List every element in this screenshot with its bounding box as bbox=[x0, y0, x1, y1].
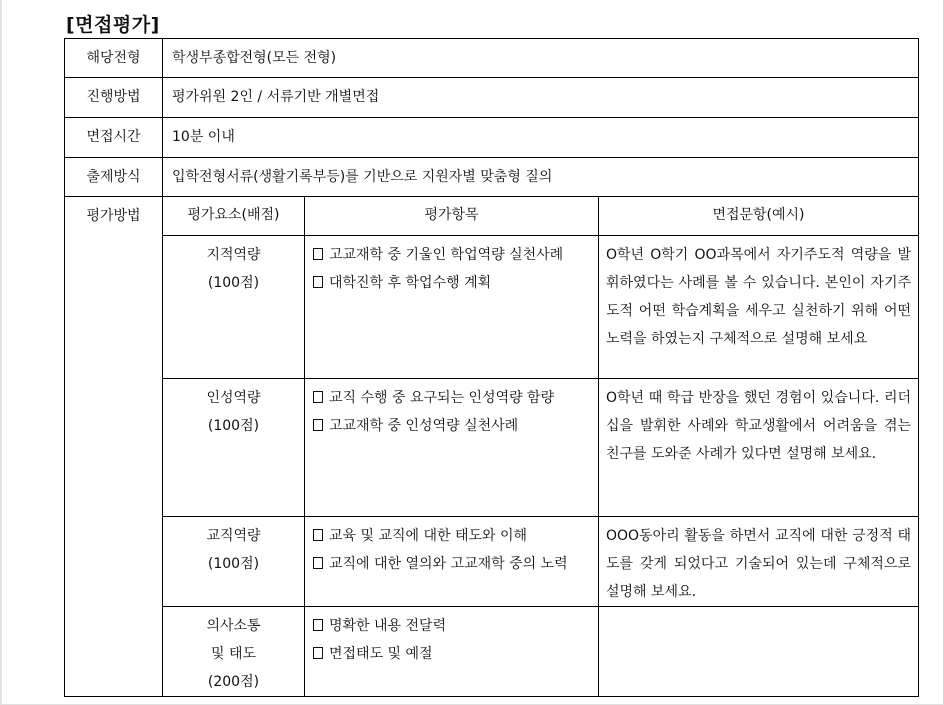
checkbox-icon bbox=[313, 529, 323, 541]
items-teaching bbox=[305, 517, 599, 607]
header-items: 평가항목 bbox=[305, 197, 599, 236]
section-title: [면접평가] bbox=[66, 14, 160, 36]
checkbox-icon bbox=[313, 557, 323, 569]
example-communication bbox=[599, 607, 919, 697]
checkbox-icon bbox=[313, 419, 323, 431]
element-teaching bbox=[163, 517, 305, 607]
list-item: 대학진학 후 학업수행 계획 bbox=[313, 269, 590, 297]
element-points: (100점) bbox=[207, 275, 260, 291]
row-character bbox=[65, 379, 919, 517]
list-item: 교육 및 교직에 대한 태도와 이해 bbox=[313, 522, 590, 550]
row-question-type bbox=[65, 158, 919, 197]
checkbox-icon bbox=[313, 619, 323, 631]
header-element: 평가요소(배점) bbox=[163, 197, 305, 236]
value-interview-time: 10분 이내 bbox=[163, 118, 919, 158]
value-question-type: 입학전형서류(생활기록부등)를 기반으로 지원자별 맞춤형 질의 bbox=[163, 158, 919, 197]
label-procedure: 진행방법 bbox=[65, 78, 163, 118]
row-intellectual bbox=[65, 236, 919, 379]
items-intellectual bbox=[305, 236, 599, 379]
label-admission-type: 해당전형 bbox=[65, 39, 163, 78]
list-item: 교직에 대한 열의와 고교재학 중의 노력 bbox=[313, 550, 590, 578]
label-eval-method: 평가방법 bbox=[65, 197, 163, 697]
items-communication bbox=[305, 607, 599, 697]
example-teaching: OOO동아리 활동을 하면서 교직에 대한 긍정적 태도를 갖게 되었다고 기술되어 있는데 구체적으로 설명해 보세요. bbox=[599, 517, 919, 607]
list-item: 고교재학 중 인성역량 실천사례 bbox=[313, 412, 590, 440]
element-character bbox=[163, 379, 305, 517]
checkbox-icon bbox=[313, 391, 323, 403]
checkbox-icon bbox=[313, 276, 323, 288]
window-edge-left bbox=[0, 0, 2, 705]
items-character bbox=[305, 379, 599, 517]
checkbox-icon bbox=[313, 647, 323, 659]
example-character: O학년 때 학급 반장을 했던 경험이 있습니다. 리더십을 발휘한 사례와 학교생활에서 어려움을 겪는 친구를 도와준 사례가 있다면 설명해 보세요. bbox=[599, 379, 919, 517]
example-intellectual: O학년 O학기 OO과목에서 자기주도적 역량을 발휘하였다는 사례를 볼 수 있습니다. 본인이 자기주도적 어떤 학습계획을 세우고 실천하기 위해 어떤 노력을 하였는지 구체적으로 설명해 보세요 bbox=[599, 236, 919, 379]
label-question-type: 출제방식 bbox=[65, 158, 163, 197]
element-points: (200점) bbox=[207, 674, 260, 690]
label-interview-time: 면접시간 bbox=[65, 118, 163, 158]
interview-evaluation-table bbox=[64, 38, 919, 697]
element-name: 지적역량 bbox=[206, 247, 261, 263]
list-item: 명확한 내용 전달력 bbox=[313, 612, 590, 640]
row-communication bbox=[65, 607, 919, 697]
list-item: 고교재학 중 기울인 학업역량 실천사례 bbox=[313, 241, 590, 269]
header-example: 면접문항(예시) bbox=[599, 197, 919, 236]
value-admission-type: 학생부종합전형(모든 전형) bbox=[163, 39, 919, 78]
value-procedure: 평가위원 2인 / 서류기반 개별면접 bbox=[163, 78, 919, 118]
element-name: 교직역량 bbox=[206, 528, 261, 544]
row-eval-header bbox=[65, 197, 919, 236]
checkbox-icon bbox=[313, 248, 323, 260]
row-procedure bbox=[65, 78, 919, 118]
element-points: (100점) bbox=[207, 556, 260, 572]
list-item: 면접태도 및 예절 bbox=[313, 640, 590, 668]
row-teaching bbox=[65, 517, 919, 607]
element-points: (100점) bbox=[207, 418, 260, 434]
list-item: 교직 수행 중 요구되는 인성역량 함량 bbox=[313, 384, 590, 412]
element-name: 의사소통 bbox=[206, 618, 261, 634]
row-admission-type bbox=[65, 39, 919, 78]
element-communication bbox=[163, 607, 305, 697]
element-name: 인성역량 bbox=[206, 390, 261, 406]
element-name-cont: 및 태도 bbox=[210, 646, 257, 662]
row-interview-time bbox=[65, 118, 919, 158]
element-intellectual bbox=[163, 236, 305, 379]
